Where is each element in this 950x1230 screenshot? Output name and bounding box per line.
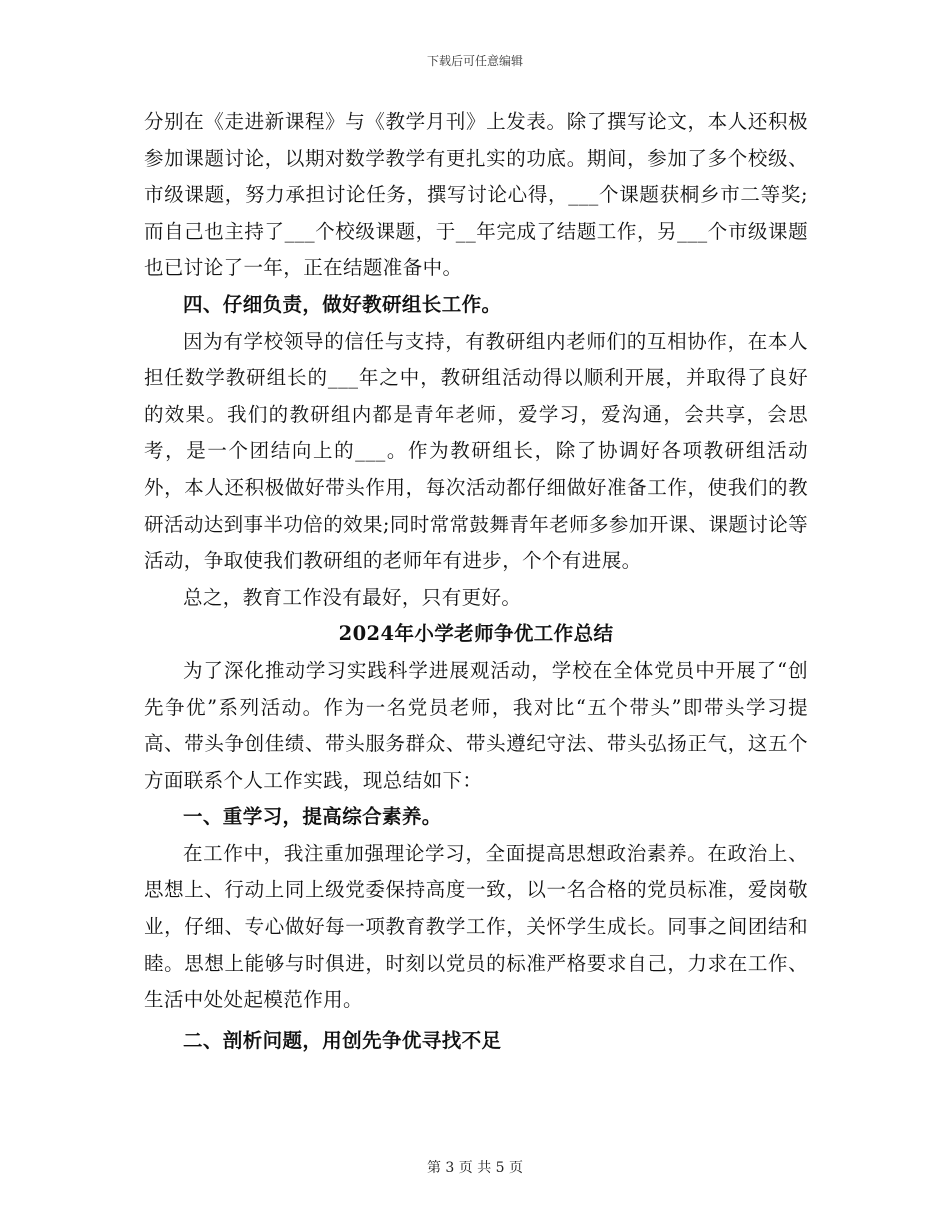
paragraph-research-group-leader: 因为有学校领导的信任与支持，有教研组内老师们的互相协作，在本人担任数学教研组长的___年之中，教研组活动得以顺利开展，并取得了良好的效果。我们的教研组内都是青年老师，爱学习，爱沟通，会共享，会思考，是一个团结向上的___。作为教研组长，除了协调好各项教研组活动外，本人还积极做好带头作用，每次活动都仔细做好准备工作，使我们的教研活动达到事半功倍的效果;同时常常鼓舞青年老师多参加开课、课题讨论等活动，争取使我们教研组的老师年有进步，个个有进展。 xyxy=(144,329,808,573)
paragraph-papers-and-research: 分别在《走进新课程》与《教学月刊》上发表。除了撰写论文，本人还积极参加课题讨论，以期对数学教学有更扎实的功底。期间，参加了多个校级、市级课题，努力承担讨论任务，撰写讨论心得，___个课题获桐乡市二等奖;而自己也主持了___个校级课题，于__年完成了结题工作，另___个市级课题也已讨论了一年，正在结题准备中。 xyxy=(144,110,808,280)
section-heading-four: 四、仔细负责，做好教研组长工作。 xyxy=(183,292,502,316)
document-title: 2024年小学老师争优工作总结 xyxy=(338,622,614,646)
paragraph-conclusion: 总之，教育工作没有最好，只有更好。 xyxy=(183,585,522,609)
paragraph-introduction: 为了深化推动学习实践科学进展观活动，学校在全体党员中开展了“创先争优”系列活动。作为一名党员老师，我对比“五个带头”即带头学习提高、带头争创佳绩、带头服务群众、带头遵纪守法、带头弘扬正气，这五个方面联系个人工作实践，现总结如下： xyxy=(144,658,808,792)
section-heading-one: 一、重学习，提高综合素养。 xyxy=(183,805,442,829)
document-body xyxy=(144,104,808,1059)
paragraph-study-and-quality: 在工作中，我注重加强理论学习，全面提高思想政治素养。在政治上、思想上、行动上同上级党委保持高度一致，以一名合格的党员标准，爱岗敬业，仔细、专心做好每一项教育教学工作，关怀学生成长。同事之间团结和睦。思想上能够与时俱进，时刻以党员的标准严格要求自己，力求在工作、生活中处处起模范作用。 xyxy=(144,841,808,1012)
section-heading-two: 二、剖析问题，用创先争优寻找不足 xyxy=(183,1028,502,1052)
page-number-footer: 第 3 页 共 5 页 xyxy=(426,1160,524,1176)
page-header-note: 下载后可任意编辑 xyxy=(426,54,523,68)
